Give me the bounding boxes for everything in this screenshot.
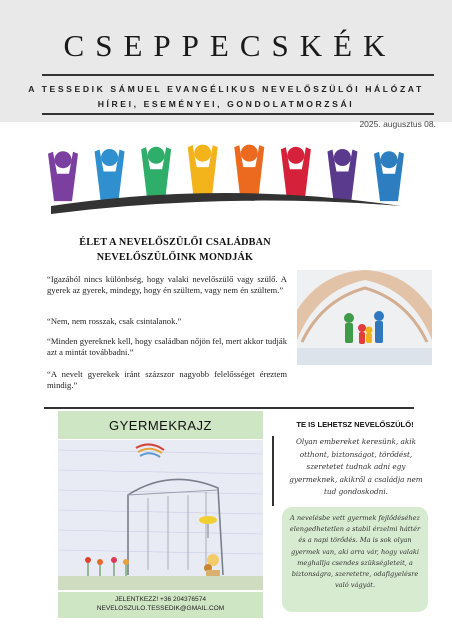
article-subtitle: NEVELŐSZÜLŐINK MONDJÁK [96, 252, 254, 263]
masthead-rule-top [42, 74, 434, 76]
sidebar-divider [272, 436, 274, 506]
logo-figure [141, 147, 171, 200]
contact-email[interactable]: NEVELOSZULO.TESSEDIK@GMAIL.COM [96, 604, 225, 612]
family-hands-photo [297, 270, 432, 365]
section-divider [44, 407, 414, 409]
contact-box [58, 592, 263, 618]
quote-1: “Igazából nincs különbség, hogy valaki nevelőszülő vagy szülő. A gyerek az gyerek, mindegy, hogy én szültem, vagy nem én szültem.” [47, 274, 287, 295]
sidebar-text: Olyan embereket keresünk, akik otthont, biztonságot, törődést, szeretetet tudnak adni egy gyermeknek, akikről a családja nem tud gondoskodni. [289, 437, 423, 497]
quote-3: “Minden gyereknek kell, hogy családban nőjön fel, mert akkor tudják azt a mintát továbbadni.” [47, 336, 287, 357]
logo-figure [281, 147, 311, 200]
quote-2: “Nem, nem rosszak, csak csintalanok.” [47, 316, 182, 326]
article-title: ÉLET A NEVELŐSZÜLŐI CSALÁDBAN [79, 237, 271, 248]
logo-figure [374, 151, 404, 201]
quote-4: “A nevelt gyerekek iránt százszor nagyobb felelősséget éreztem mindig.” [47, 369, 287, 390]
logo-figure [188, 145, 218, 199]
issue-date: 2025. augusztus 08. [359, 119, 436, 129]
subtitle-line-2: HÍREI, ESEMÉNYEI, GONDOLATMORZSÁI [97, 99, 355, 109]
logo-figure [234, 145, 264, 199]
sidebar-heading: TE IS LEHETSZ NEVELŐSZÜLŐ! [296, 420, 414, 429]
subtitle-line-1: A TESSEDIK SÁMUEL EVANGÉLIKUS NEVELŐSZÜLŐI HÁLÓZAT [28, 84, 424, 94]
logo-figure [95, 149, 125, 200]
newsletter-title: CSEPPECSKÉK [63, 28, 397, 63]
logo-figure [327, 149, 357, 200]
sidebar-highlight-box: A nevelésbe vett gyermek fejlődéséhez elengedhetetlen a stabil érzelmi háttér és a napi törődés. Ma is sok olyan gyermek van, aki arra vár, hogy valaki meghallja csendes szükségleteit, a biztonságra, szeretetre, odafigyelésre való vágyát. [282, 507, 428, 612]
child-drawing [58, 440, 263, 590]
network-logo [43, 140, 409, 224]
drawing-section-title: GYERMEKRAJZ [58, 411, 263, 439]
masthead-rule-bottom [42, 113, 434, 115]
contact-phone: JELENTKEZZ! +36 204376574 [114, 596, 207, 603]
logo-figure [48, 151, 78, 201]
